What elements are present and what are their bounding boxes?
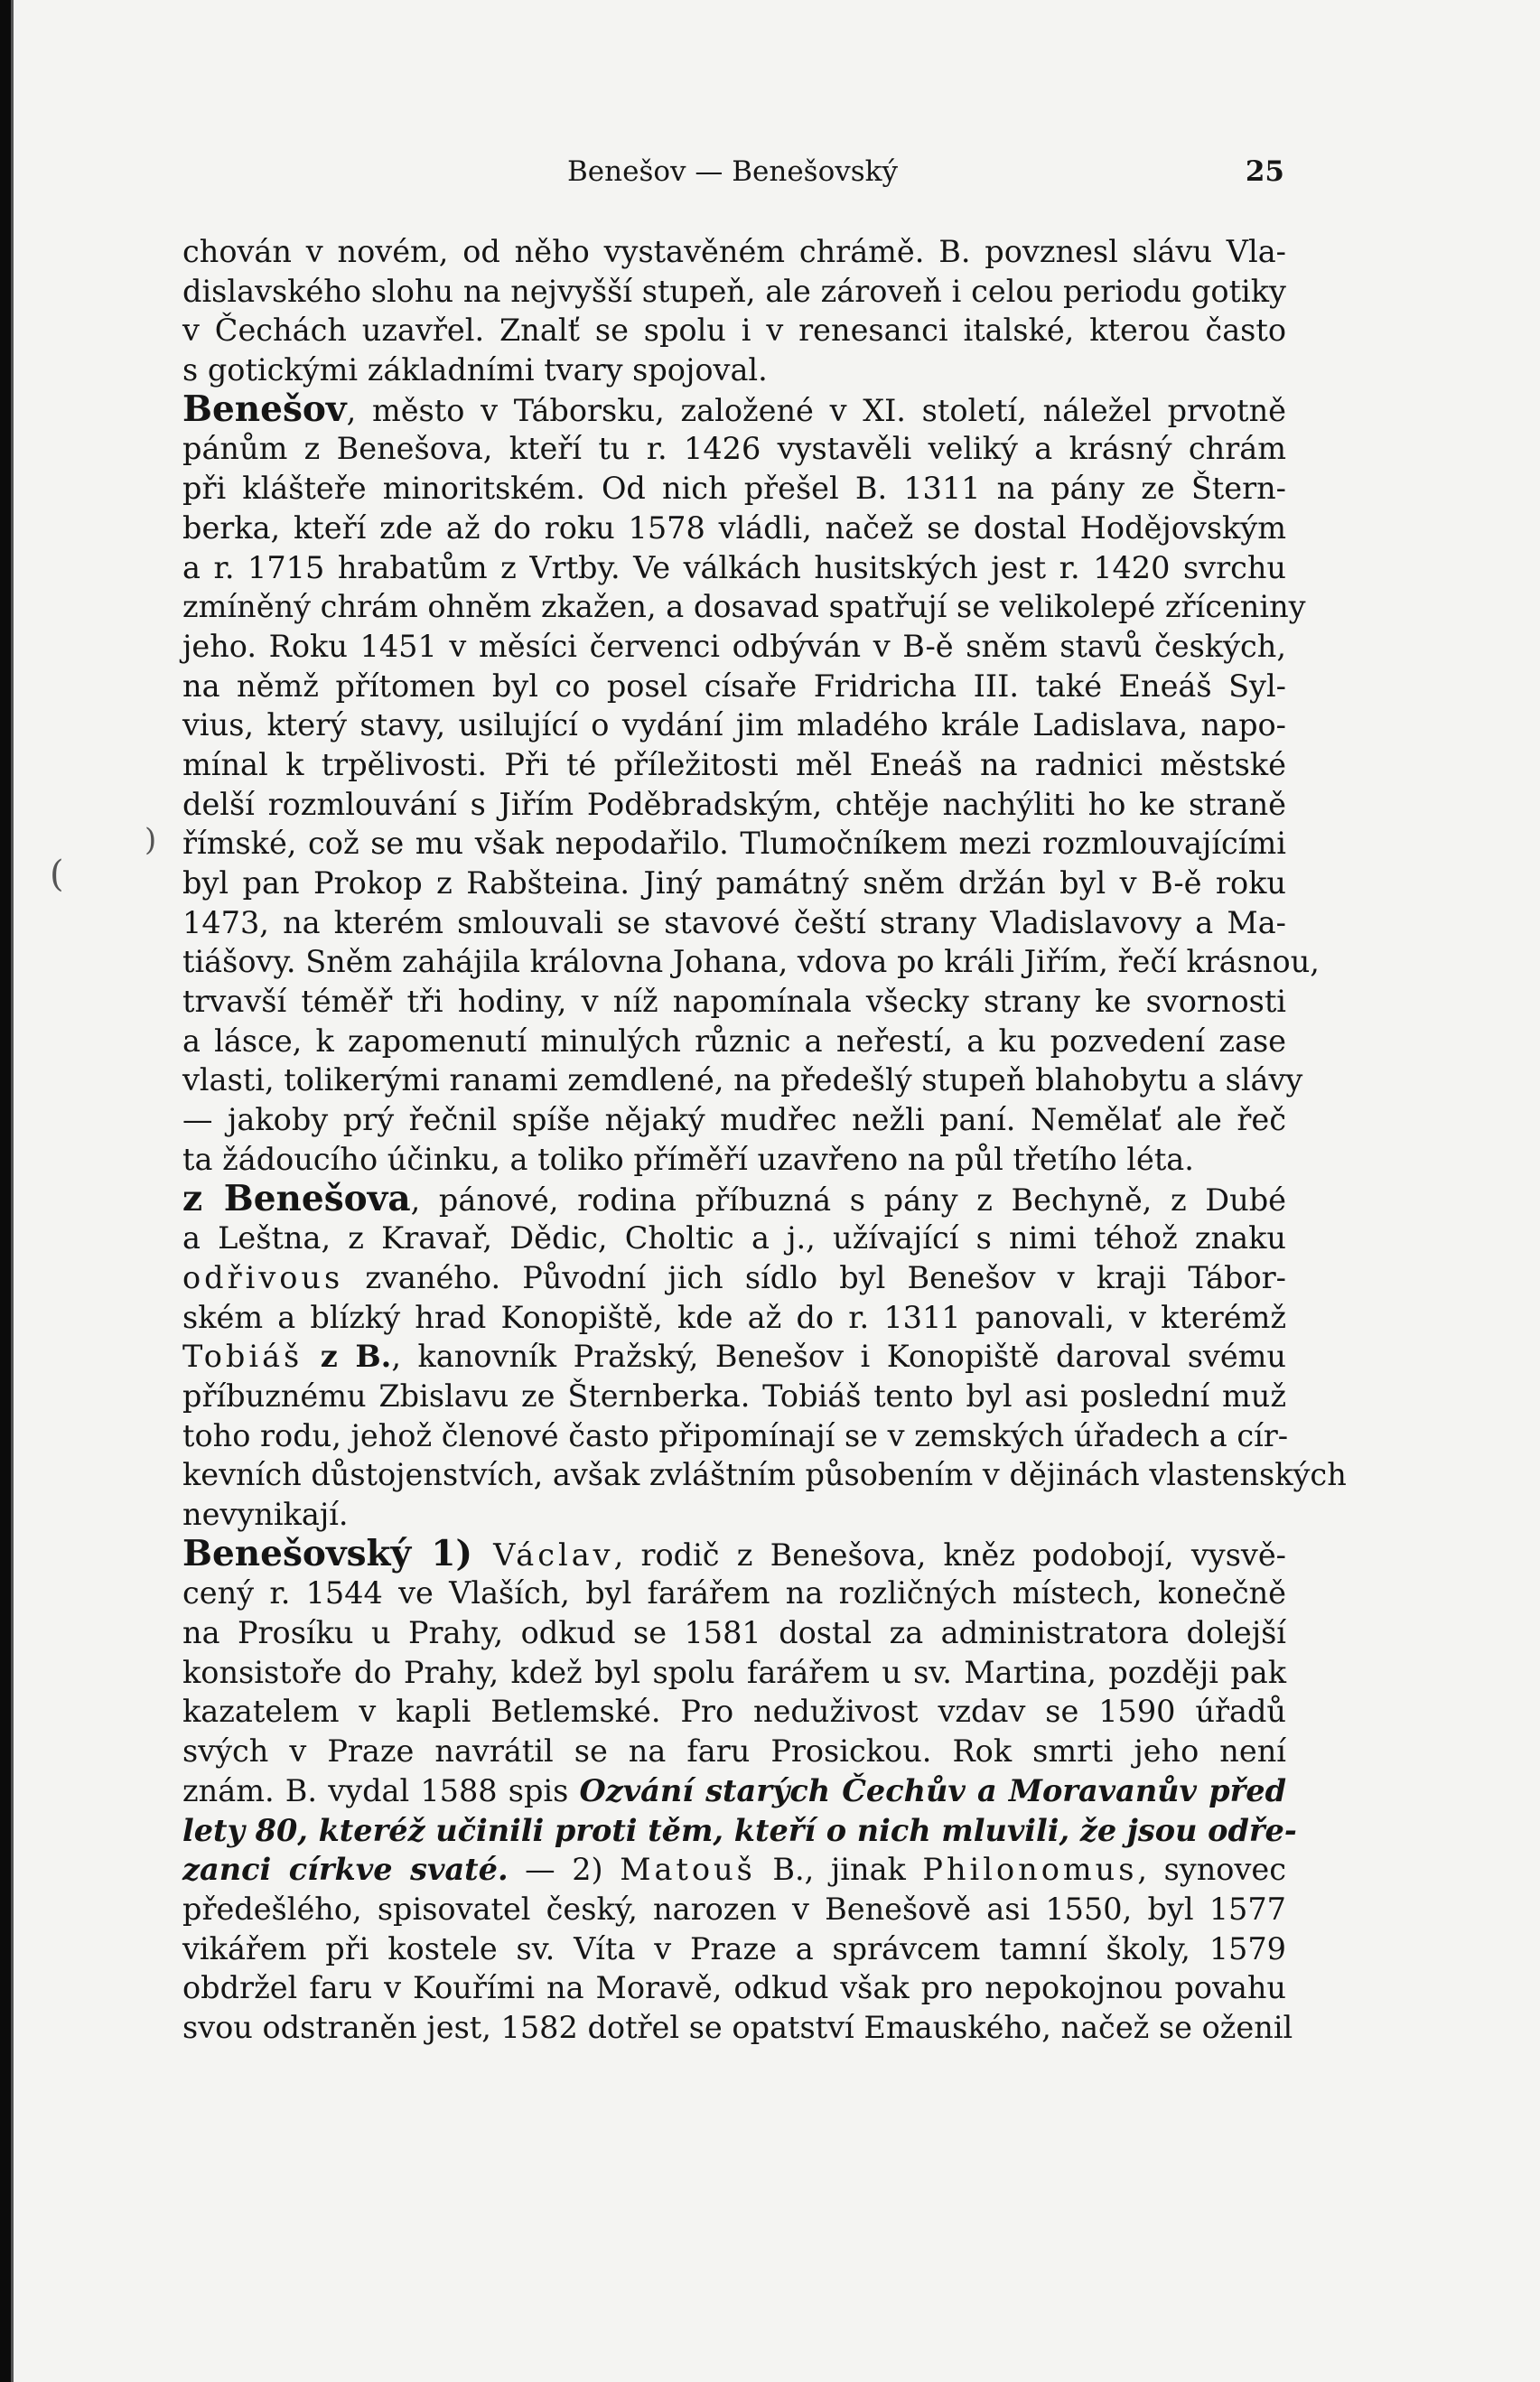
text-line: ta žádoucího účinku, a toliko příměří uzavřeno na půl třetího léta. (182, 1141, 1194, 1177)
text-line: při klášteře minoritském. Od nich přešel B. 1311 na pány ze Štern- (182, 471, 1286, 507)
text-line: kazatelem v kapli Betlemské. Pro neduživost vzdav se 1590 úřadů (182, 1694, 1286, 1730)
text-line: dislavského slohu na nejvyšší stupeň, ale zároveň i celou periodu gotiky (182, 273, 1286, 309)
text-line: 1473, na kterém smlouvali se stavové čeští strany Vladislavovy a Ma- (182, 904, 1286, 940)
text-line: tiášovy. Sněm zahájila královna Johana, vdova po králi Jiřím, řečí krásnou, (182, 944, 1320, 980)
text-line: s gotickými základními tvary spojoval. (182, 352, 768, 388)
text-line: vlasti, tolikerými ranami zemdlené, na předešlý stupeň blahobytu a slávy (182, 1062, 1303, 1098)
body-text (182, 232, 1347, 2048)
margin-mark: ) (145, 822, 157, 858)
text-line: Tobiáš z B., kanovník Pražský, Benešov i Konopiště daroval svému (182, 1339, 1287, 1375)
text-line: Benešov, město v Táborsku, založené v XI. století, náležel prvotně (182, 388, 1286, 430)
text-line: z Benešova, pánové, rodina příbuzná s pány z Bechyně, z Dubé (182, 1177, 1286, 1219)
text-line: vius, který stavy, usilující o vydání jim mladého krále Ladislava, napo- (182, 707, 1286, 743)
text-line: byl pan Prokop z Rabšteina. Jiný památný sněm držán byl v B-ě roku (182, 865, 1286, 901)
text-line: předešlého, spisovatel český, narozen v Benešově asi 1550, byl 1577 (182, 1891, 1286, 1927)
text-line: toho rodu, jehož členové často připomínají se v zemských úřadech a cír- (182, 1417, 1289, 1453)
text-line: berka, kteří zde až do roku 1578 vládli, načež se dostal Hodějovským (182, 509, 1286, 546)
text-line: delší rozmlouvání s Jiřím Poděbradským, chtěje nachýliti ho ke straně (182, 786, 1286, 822)
text-line: chován v novém, od něho vystavěném chrámě. B. povznesl slávu Vla- (182, 234, 1286, 269)
text-line: pánům z Benešova, kteří tu r. 1426 vystavěli veliký a krásný chrám (182, 431, 1286, 467)
text-line: ském a blízký hrad Konopiště, kde až do r. 1311 panovali, v kterémž (182, 1299, 1286, 1335)
page-edge (11, 0, 14, 2382)
margin-mark: ( (50, 854, 64, 895)
text-line: konsistoře do Prahy, kdež byl spolu farářem u sv. Martina, později pak (182, 1654, 1286, 1690)
text-line: na Prosíku u Prahy, odkud se 1581 dostal za administratora dolejší (182, 1615, 1286, 1651)
text-line: cený r. 1544 ve Vlaších, byl farářem na rozličných místech, konečně (182, 1575, 1286, 1611)
text-line: zanci církve svaté. — 2) Matouš B., jinak Philonomus, synovec (182, 1852, 1286, 1888)
running-header (181, 155, 1284, 201)
text-line: znám. B. vydal 1588 spis Ozvání starých Čechův a Moravanův před (182, 1772, 1287, 1808)
text-line: na němž přítomen byl co posel císaře Fridricha III. také Eneáš Syl- (182, 668, 1286, 704)
text-line: Benešovský 1) Václav, rodič z Benešova, kněz podobojí, vysvě- (182, 1532, 1286, 1574)
header-title: Benešov — Benešovský (567, 155, 898, 188)
text-line: v Čechách uzavřel. Znalť se spolu i v renesanci italské, kterou často (182, 313, 1286, 349)
text-line: a r. 1715 hrabatům z Vrtby. Ve válkách husitských jest r. 1420 svrchu (182, 549, 1286, 585)
text-line: mínal k trpělivosti. Při té příležitosti měl Eneáš na radnici městské (182, 746, 1286, 782)
text-line: vikářem při kostele sv. Víta v Praze a správcem tamní školy, 1579 (182, 1930, 1286, 1966)
text-line: a Leštna, z Kravař, Dědic, Choltic a j., užívající s nimi téhož znaku (182, 1220, 1286, 1256)
text-line: příbuznému Zbislavu ze Šternberka. Tobiáš tento byl asi poslední muž (182, 1378, 1286, 1414)
text-line: obdržel faru v Kouřími na Moravě, odkud však pro nepokojnou povahu (182, 1970, 1286, 2006)
text-line: svou odstraněn jest, 1582 dotřel se opatství Emauského, načež se oženil (182, 2009, 1293, 2045)
text-line: svých v Praze navrátil se na faru Prosickou. Rok smrti jeho není (182, 1733, 1286, 1770)
text-line: odřivous zvaného. Původní jich sídlo byl Benešov v kraji Tábor- (182, 1259, 1286, 1295)
page-number: 25 (1245, 155, 1284, 188)
text-line: lety 80, kteréž učinili proti těm, kteří o nich mluvili, že jsou odře- (182, 1812, 1297, 1848)
text-line: zmíněný chrám ohněm zkažen, a dosavad spatřují se velikolepé zříceniny (182, 589, 1306, 625)
text-line: římské, což se mu však nepodařilo. Tlumočníkem mezi rozmlouvajícími (182, 826, 1286, 862)
text-line: kevních důstojenstvích, avšak zvláštním působením v dějinách vlastenských (182, 1457, 1347, 1493)
text-line: — jakoby prý řečnil spíše nějaký mudřec nežli paní. Nemělať ale řeč (182, 1102, 1286, 1138)
text-line: nevynikají. (182, 1497, 349, 1532)
text-line: a lásce, k zapomenutí minulých různic a neřestí, a ku pozvedení zase (182, 1023, 1286, 1059)
text-line: jeho. Roku 1451 v měsíci červenci odbýván v B-ě sněm stavů českých, (182, 628, 1286, 664)
text-line: trvavší téměř tři hodiny, v níž napomínala všecky strany ke svornosti (182, 984, 1286, 1020)
